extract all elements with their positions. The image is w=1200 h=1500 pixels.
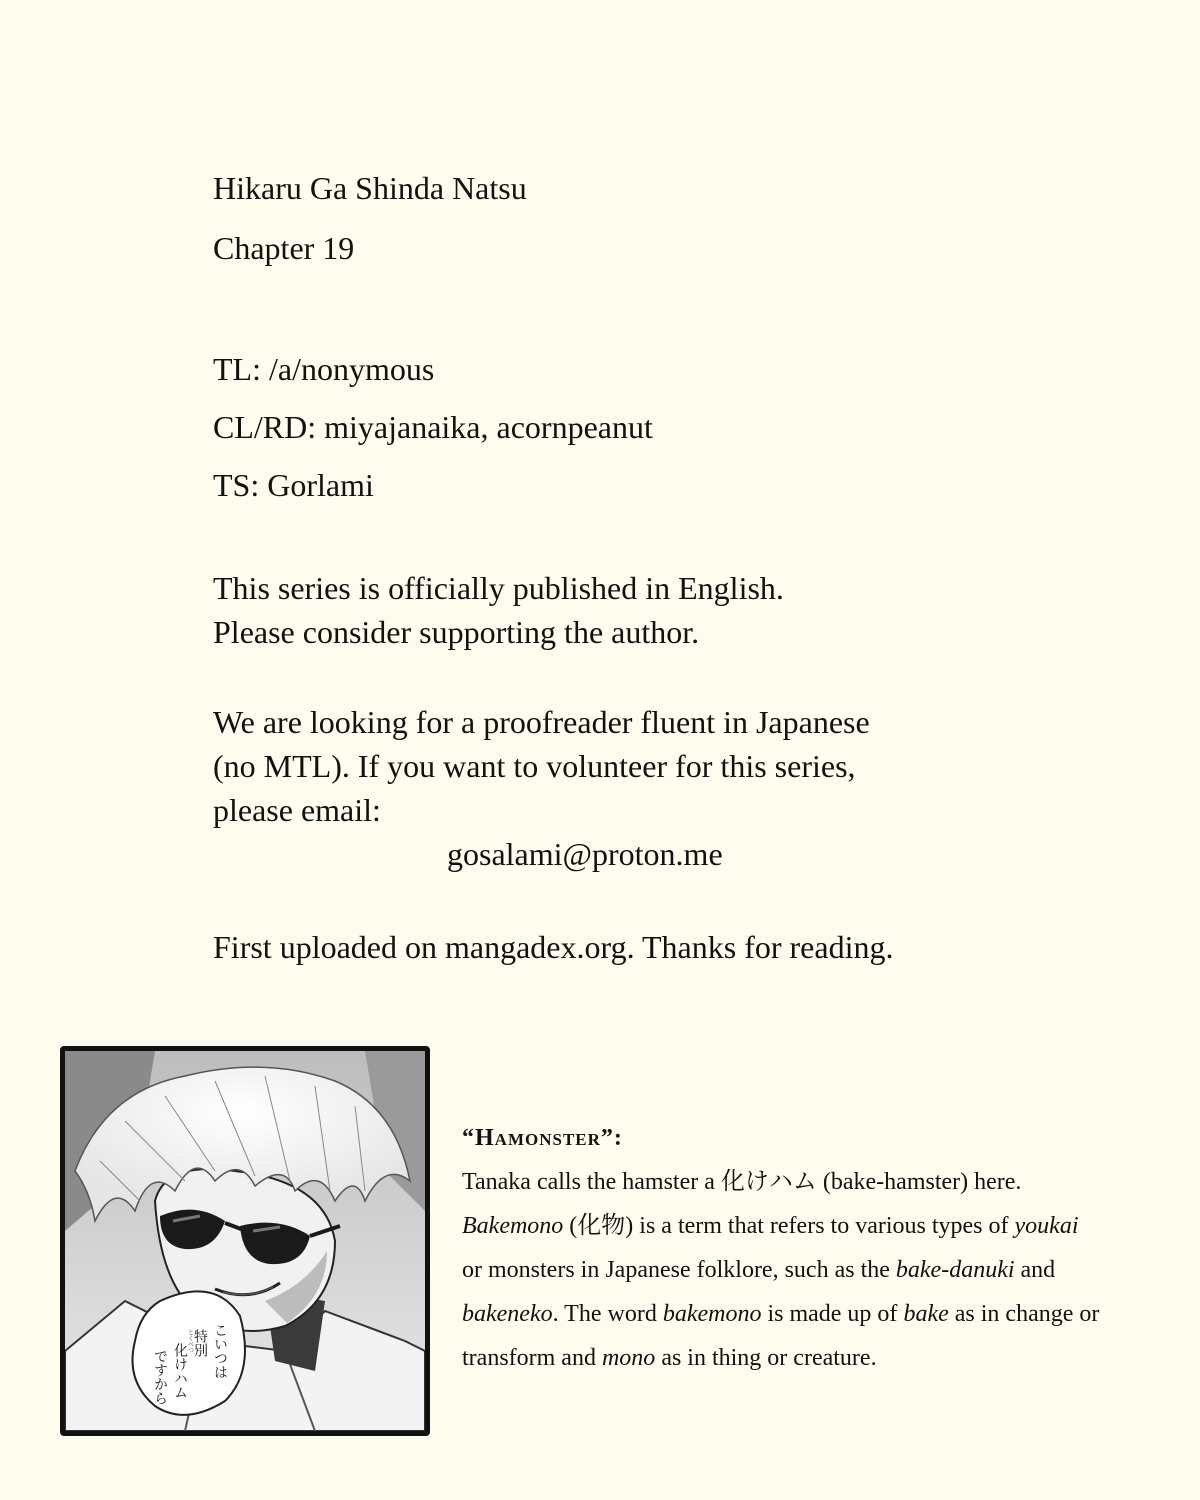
recruit-line-1: We are looking for a proofreader fluent in Japanese <box>213 704 870 740</box>
contact-email: gosalami@proton.me <box>447 836 723 872</box>
note-italic-term: mono <box>601 1345 656 1371</box>
manga-panel <box>60 1046 430 1436</box>
bubble-text-column-1: こいつは <box>212 1323 228 1379</box>
bubble-text-column-3: 化けハム <box>172 1343 188 1399</box>
note-italic-term: bakemono <box>662 1301 762 1327</box>
upload-credit: First uploaded on mangadex.org. Thanks for reading. <box>213 929 894 965</box>
note-italic-term: Bakemono <box>462 1213 564 1239</box>
recruit-line-2: (no MTL). If you want to volunteer for this series, <box>213 748 856 784</box>
note-text: or monsters in Japanese folklore, such as the <box>462 1257 896 1283</box>
note-line-3 <box>462 1248 1152 1292</box>
bubble-text-column-2: 特別 <box>192 1329 208 1357</box>
note-text: is made up of <box>761 1301 904 1327</box>
credit-typesetter: TS: Gorlami <box>213 467 374 503</box>
note-japanese-term: 化けハム <box>720 1169 817 1195</box>
series-title: Hikaru Ga Shinda Natsu <box>213 170 527 206</box>
note-line-4 <box>462 1292 1152 1336</box>
note-italic-term: bakeneko <box>462 1301 553 1327</box>
chapter-label: Chapter 19 <box>213 230 355 266</box>
note-italic-term: bake <box>903 1301 949 1327</box>
official-release-notice <box>213 566 784 654</box>
notice-line-2: Please consider supporting the author. <box>213 614 700 650</box>
character-illustration <box>65 1051 425 1431</box>
note-heading: “Hamonster”: <box>462 1125 623 1151</box>
note-italic-term: youkai <box>1014 1213 1079 1239</box>
credit-translator: TL: /a/nonymous <box>213 351 435 387</box>
bubble-text-column-4: ですから <box>152 1349 168 1405</box>
note-text: . The word <box>552 1301 663 1327</box>
notice-line-1: This series is officially published in English. <box>213 570 784 606</box>
note-text: is a term that refers to various types of <box>639 1213 1015 1239</box>
credit-cleaner-redrawer: CL/RD: miyajanaika, acornpeanut <box>213 409 653 445</box>
note-italic-term: bake-danuki <box>895 1257 1015 1283</box>
recruitment-notice <box>213 700 870 832</box>
recruit-line-3: please email: <box>213 792 381 828</box>
note-line-5 <box>462 1336 1152 1380</box>
note-text: as in change or <box>948 1301 1100 1327</box>
note-japanese-term: (化物) <box>563 1213 640 1239</box>
note-line-2 <box>462 1204 1152 1248</box>
translation-note <box>462 1116 1152 1380</box>
note-text: as in thing or creature. <box>655 1345 877 1371</box>
note-text: (bake-hamster) here. <box>816 1169 1022 1195</box>
note-line-1 <box>462 1160 1152 1204</box>
note-text: transform and <box>462 1345 602 1371</box>
note-text: and <box>1014 1257 1056 1283</box>
bubble-furigana: とくべつ <box>186 1329 194 1353</box>
note-text: Tanaka calls the hamster a <box>462 1169 721 1195</box>
